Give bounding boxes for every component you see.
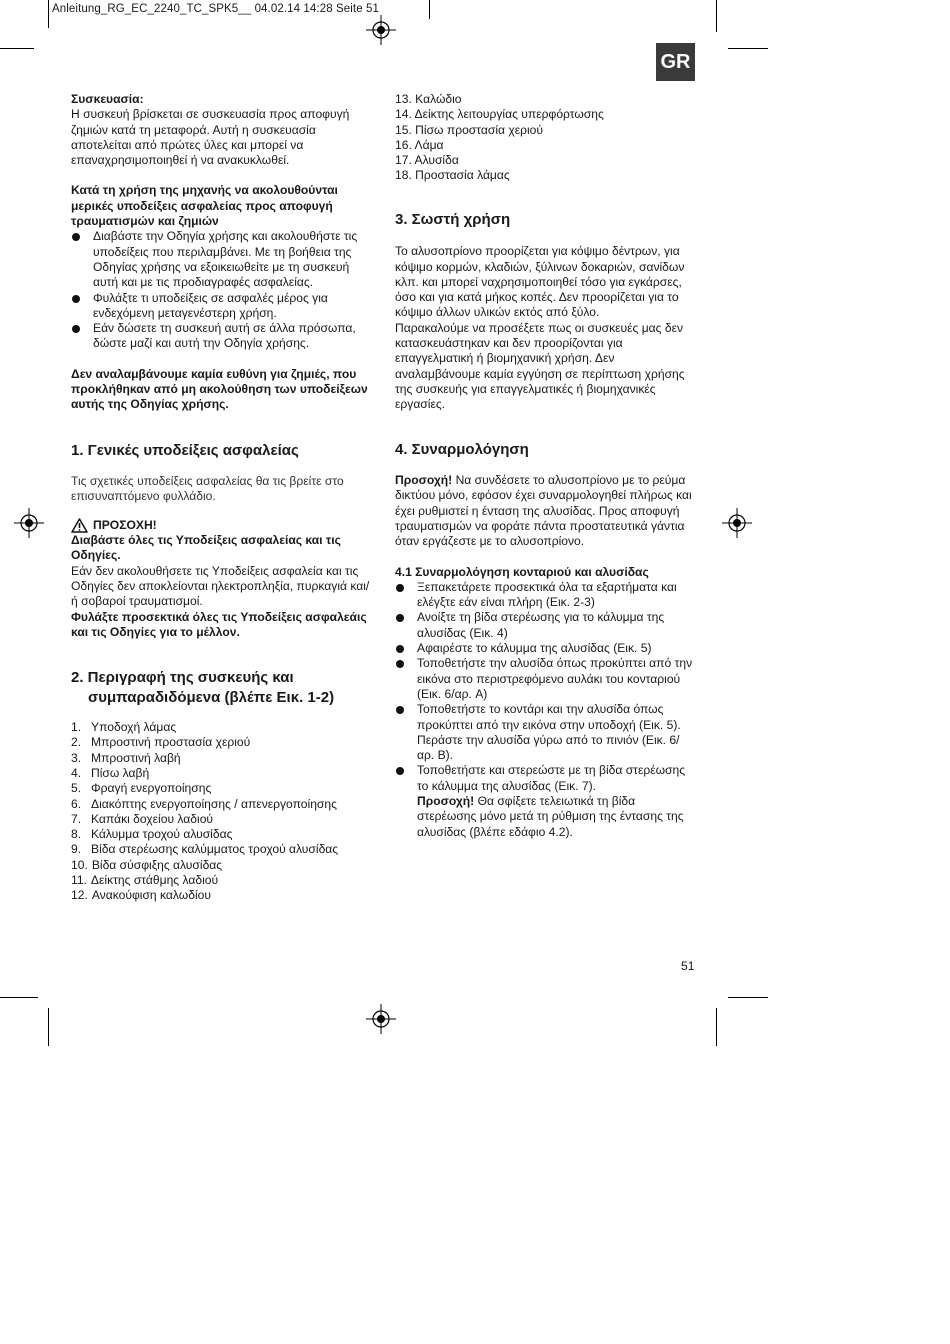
section-1-title: 1. Γενικές υποδείξεις ασφαλείας [71, 441, 299, 459]
item-number: 5. [71, 781, 82, 796]
crop-line-top-left-h [0, 48, 34, 49]
section-4-1-title: 4.1 Συναρμολόγηση κονταριού και αλυσίδας [395, 564, 649, 579]
warning-bold-2: Φυλάξτε προσεκτικά όλες τις Υποδείξεις ασφαλεάις και τις Οδηγίες για το μέλλον. [71, 609, 367, 639]
item-number: 8. [71, 827, 82, 842]
registration-mark-top [366, 15, 396, 45]
packaging-text: Η συσκευή βρίσκεται σε συσκευασία προς αποφυγή ζημιών κατά τη μεταφορά. Αυτή η συσκευασία αποτελείται από πρώτες ύλες και μπορεί να επαναχρησιμοποιηθεί ή να ανακυκλωθεί. [71, 107, 350, 168]
item-label: Δείκτης στάθμης λαδιού [90, 873, 219, 888]
language-badge: GR [656, 43, 695, 81]
item-number: 2. [71, 735, 82, 750]
list-item [71, 781, 371, 796]
section-4-body: Να συνδέσετε το αλυσοπρίονο με το ρεύμα δικτύου μόνο, εφόσον έχει συναρμολογηθεί πλήρως και έχει ρυθμιστεί η ένταση της αλυσίδας. Προς αποφυγή τραυματισμών να φοράτε πάντα προστατευτικά γάντια όταν εργάζεστε με το αλυσοπρίονο. [395, 473, 692, 549]
section-3-title: 3. Σωστή χρήση [395, 210, 511, 228]
section-4-text [395, 473, 695, 549]
crop-line-top-left-v [48, 0, 49, 28]
warning-triangle-icon [71, 518, 88, 533]
item-label: Πίσω λαβή [91, 766, 150, 780]
registration-mark-bottom [366, 1004, 396, 1034]
section-2-title [71, 668, 371, 707]
section-3-paragraph-1: Το αλυσοπρίονο προορίζεται για κόψιμο δέντρων, για κόψιμο κορμών, κλαδιών, ξύλινων δοκαριών, σανίδων κλπ. και μπορεί ναχρησιμοποιηθεί τόσο για εγκάρσες, όσο και για κατά μήκος κοπές. Δεν προορίζεται για το κόψιμο άλλων υλικών εκτός από ξύλο. [395, 244, 685, 320]
liability-note: Δεν αναλαμβάνουμε καμία ευθύνη για ζημιές, που προκλήθηκαν από μη ακολούθηση των υποδείξεων αυτής της Οδηγίας χρήσης. [71, 366, 368, 412]
item-label: Βίδα σύσφιξης αλυσίδας [91, 857, 223, 872]
crop-line-top-right-h [728, 48, 768, 49]
list-item [71, 751, 371, 766]
warning-label: ΠΡΟΣΟΧΗ! [93, 517, 157, 532]
section-1-text: Τις σχετικές υποδείξεις ασφαλείας θα τις βρείτε στο επισυναπτόμενο φυλλάδιο. [71, 474, 344, 504]
list-item: Φυλάξτε τι υποδείξεις σε ασφαλές μέρος για ενδεχόμενη μεταγενέστερη χρήση. [71, 291, 371, 322]
list-item [71, 812, 371, 827]
list-item: Τοποθετήστε και στερεώστε με τη βίδα στερέωσης το κάλυμμα της αλυσίδας (Εικ. 7). [395, 763, 695, 794]
warning-bold-1: Διαβάστε όλες τις Υποδείξεις ασφαλείας και τις Οδηγίες. [71, 533, 341, 563]
list-item [71, 735, 371, 750]
final-attention-text: Θα σφίξετε τελειωτικά τη βίδα στερέωσης μόνο μετά τη ρύθμιση της έντασης της αλυσίδας (βλέπε εδάφιο 4.2). [417, 793, 684, 839]
print-header: Anleitung_RG_EC_2240_TC_SPK5__ 04.02.14 14:28 Seite 51 [52, 3, 379, 15]
list-item: 15. Πίσω προστασία χεριού [395, 122, 544, 137]
item-number: 11. [71, 873, 87, 888]
item-label: Κάλυμμα τροχού αλυσίδας [91, 827, 233, 842]
list-item: 17. Αλυσίδα [395, 153, 459, 168]
section-3-paragraph-2: Παρακαλούμε να προσέξετε πως οι συσκευές μας δεν κατασκευάστηκαν και δεν προορίζονται για επαγγελματική ή βιομηχανική χρήση. Δεν αναλαμβάνουμε καμία εγγύηση σε περίπτωση χρήσης της συσκευής για επαγγελματικές ή βιομηχανικές εργασίες. [395, 320, 685, 412]
registration-mark-left [14, 508, 44, 538]
left-column [71, 92, 371, 904]
item-label: Βίδα στερέωσης καλύμματος τροχού αλυσίδας [91, 842, 339, 857]
assembly-bullet-list [395, 580, 695, 794]
item-label: Μπροστινή προστασία χεριού [91, 735, 251, 750]
item-label: Μπροστινή λαβή [91, 750, 181, 765]
item-number: 12. [71, 888, 88, 903]
item-number: 1. [71, 720, 82, 735]
list-item: Τοποθετήστε την αλυσίδα όπως προκύπτει από την εικόνα στο περιστρεφόμενο αυλάκι του κονταριού (Εικ. 6/αρ. A) [395, 656, 695, 702]
item-number: 9. [71, 842, 82, 857]
packaging-title: Συσκευασία: [71, 92, 144, 106]
crop-line-top-right-v [716, 0, 717, 32]
list-item [71, 888, 371, 903]
warning-heading [71, 518, 371, 533]
list-item [71, 842, 371, 857]
crop-line-header-v [429, 0, 430, 19]
list-item: Τοποθετήστε το κοντάρι και την αλυσίδα όπως προκύπτει από την εικόνα στην υποδοχή (Εικ. 5). Περάστε την αλυσίδα γύρω από το πινιόν (Εικ. 6/ αρ. B). [395, 702, 695, 763]
page-number: 51 [681, 959, 695, 973]
section-2-title-line1: 2. Περιγραφή της συσκευής και [71, 669, 294, 687]
attention-label: Προσοχή! [417, 793, 475, 808]
list-item: 16. Λάμα [395, 137, 444, 152]
list-item: Ανοίξτε τη βίδα στερέωσης για το κάλυμμα της αλυσίδας (Εικ. 4) [395, 610, 695, 641]
list-item [71, 766, 371, 781]
crop-line-bottom-left-h [0, 997, 38, 998]
item-label: Ανακούφιση καλωδίου [91, 888, 211, 903]
list-item [71, 720, 371, 735]
warning-text: Εάν δεν ακολουθήσετε τις Υποδείξεις ασφαλεία και τις Οδηγίες δεν αποκλείονται ηλεκτροπληξία, πυρκαγιά και/ή σοβαροί τραυματισμοί. [71, 563, 370, 609]
right-column [395, 92, 695, 840]
item-number: 3. [71, 750, 82, 765]
item-number: 10. [71, 857, 88, 872]
crop-line-bottom-right-v [716, 1008, 717, 1046]
registration-mark-right [722, 508, 752, 538]
item-label: Διακόπτης ενεργοποίησης / απενεργοποίησης [91, 796, 337, 811]
list-item: 13. Καλώδιο [395, 92, 462, 106]
list-item [71, 873, 371, 888]
safety-bullet-list [71, 229, 371, 351]
item-number: 7. [71, 811, 82, 826]
list-item: Αφαιρέστε το κάλυμμα της αλυσίδας (Εικ. 5) [395, 641, 695, 656]
list-item: Διαβάστε την Οδηγία χρήσης και ακολουθήστε τις υποδείξεις που περιλαμβάνει. Με τη βοήθεια της Οδηγίας χρήσης να εξοικειωθείτε με τη συσκευή αυτή και με τις προδιαγραφές ασφαλείας. [71, 229, 371, 290]
list-item: 18. Προστασία λάμας [395, 168, 510, 183]
final-attention-note [395, 794, 695, 840]
item-label: Υποδοχή λάμας [91, 720, 177, 735]
parts-list [71, 720, 371, 904]
safety-intro: Κατά τη χρήση της μηχανής να ακολουθούνται μερικές υποδείξεις ασφαλείας προς αποφυγή τραυματισμών και ζημιών [71, 183, 338, 229]
list-item [71, 827, 371, 842]
attention-label: Προσοχή! [395, 473, 453, 488]
item-label: Φραγή ενεργοποίησης [91, 781, 212, 796]
list-item: Εάν δώσετε τη συσκευή αυτή σε άλλα πρόσωπα, δώστε μαζί και αυτή την Οδηγία χρήσης. [71, 321, 371, 352]
crop-line-bottom-left-v [48, 1008, 49, 1046]
list-item: Ξεπακετάρετε προσεκτικά όλα τα εξαρτήματα και ελέγξτε εάν είναι πλήρη (Εικ. 2-3) [395, 580, 695, 611]
section-2-title-line2: συμπαραδιδόμενα (βλέπε Εικ. 1-2) [88, 688, 335, 706]
parts-list-continued [395, 92, 695, 184]
list-item [71, 858, 371, 873]
item-label: Καπάκι δοχείου λαδιού [91, 811, 214, 826]
list-item [71, 797, 371, 812]
item-number: 4. [71, 766, 82, 780]
item-number: 6. [71, 796, 82, 811]
list-item: 14. Δείκτης λειτουργίας υπερφόρτωσης [395, 107, 604, 122]
crop-line-bottom-right-h [728, 997, 768, 998]
section-4-title: 4. Συναρμολόγηση [395, 440, 529, 458]
